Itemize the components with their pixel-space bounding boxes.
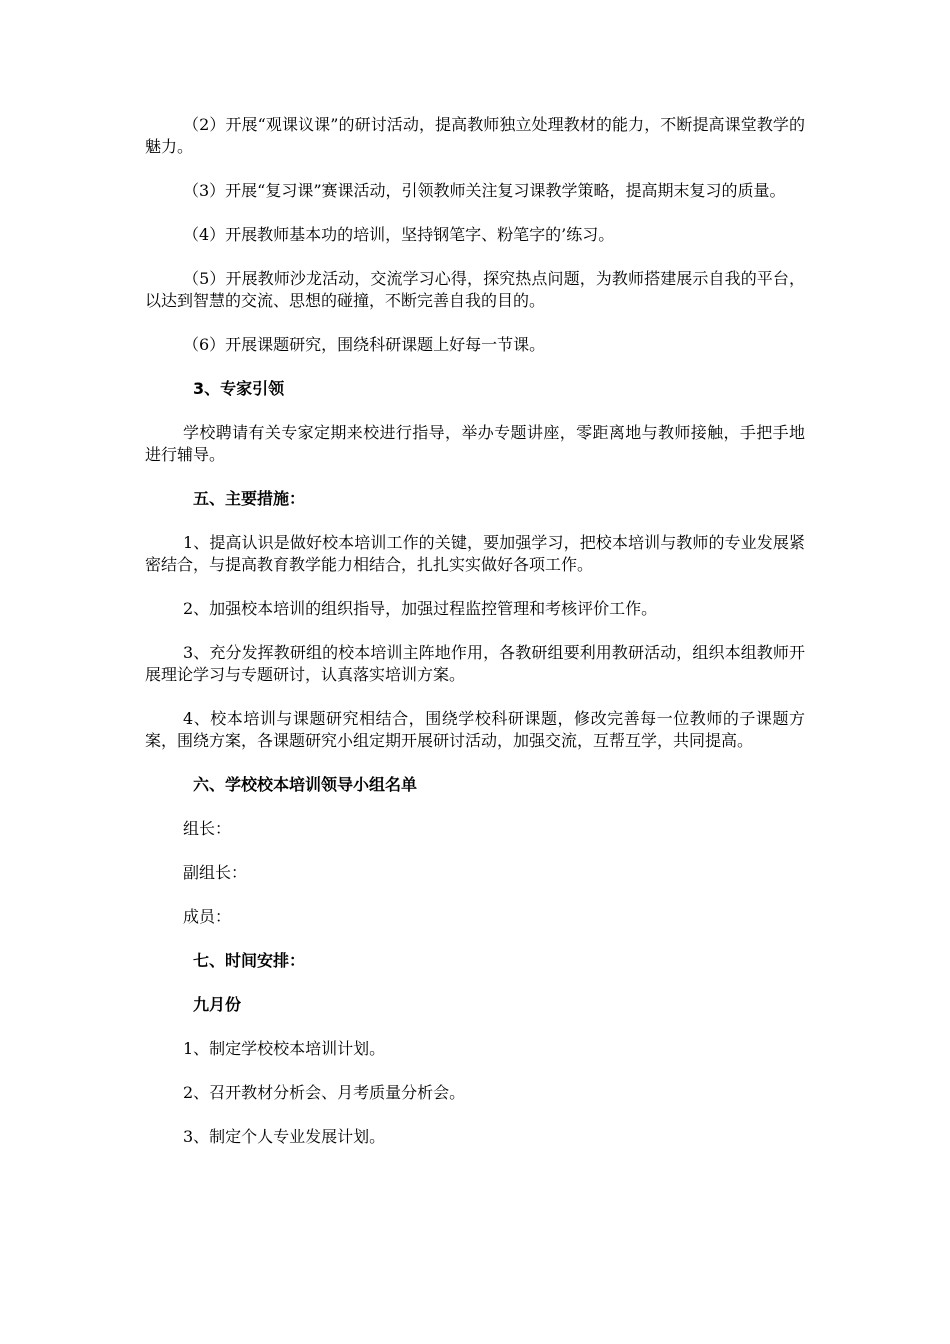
section-heading: 五、主要措施： (193, 489, 306, 508)
paragraph: 2、加强校本培训的组织指导，加强过程监控管理和考核评价工作。 (183, 599, 658, 618)
paragraph: （2）开展“观课议课”的研讨活动，提高教师独立处理教材的能力，不断提高课堂教学的魅力。 (145, 115, 805, 156)
paragraph: （3）开展“复习课”赛课活动，引领教师关注复习课教学策略，提高期末复习的质量。 (183, 181, 786, 200)
paragraph: （5）开展教师沙龙活动，交流学习心得，探究热点问题，为教师搭建展示自我的平台，以达到智慧的交流、思想的碰撞，不断完善自我的目的。 (145, 269, 805, 310)
subsection-heading: 九月份 (193, 995, 242, 1014)
paragraph: （4）开展教师基本功的培训，坚持钢笔字、粉笔字的’练习。 (183, 225, 615, 244)
group-leader-line: 组长： (183, 819, 232, 838)
paragraph: 学校聘请有关专家定期来校进行指导，举办专题讲座，零距离地与教师接触，手把手地进行辅导。 (145, 423, 805, 464)
members-line: 成员： (183, 907, 232, 926)
paragraph: 3、制定个人专业发展计划。 (183, 1127, 386, 1146)
section-heading: 3、专家引领 (193, 379, 285, 398)
paragraph: 1、提高认识是做好校本培训工作的关键，要加强学习，把校本培训与教师的专业发展紧密结合，与提高教育教学能力相结合，扎扎实实做好各项工作。 (145, 533, 805, 574)
section-heading: 六、学校校本培训领导小组名单 (193, 775, 418, 794)
paragraph: （6）开展课题研究，围绕科研课题上好每一节课。 (183, 335, 546, 354)
paragraph: 2、召开教材分析会、月考质量分析会。 (183, 1083, 466, 1102)
paragraph: 4、校本培训与课题研究相结合，围绕学校科研课题，修改完善每一位教师的子课题方案，围绕方案，各课题研究小组定期开展研讨活动，加强交流，互帮互学，共同提高。 (145, 709, 805, 750)
document-page (145, 114, 805, 1170)
deputy-leader-line: 副组长： (183, 863, 248, 882)
paragraph: 3、充分发挥教研组的校本培训主阵地作用，各教研组要利用教研活动，组织本组教师开展理论学习与专题研讨，认真落实培训方案。 (145, 643, 805, 684)
section-heading: 七、时间安排： (193, 951, 306, 970)
paragraph: 1、制定学校校本培训计划。 (183, 1039, 386, 1058)
